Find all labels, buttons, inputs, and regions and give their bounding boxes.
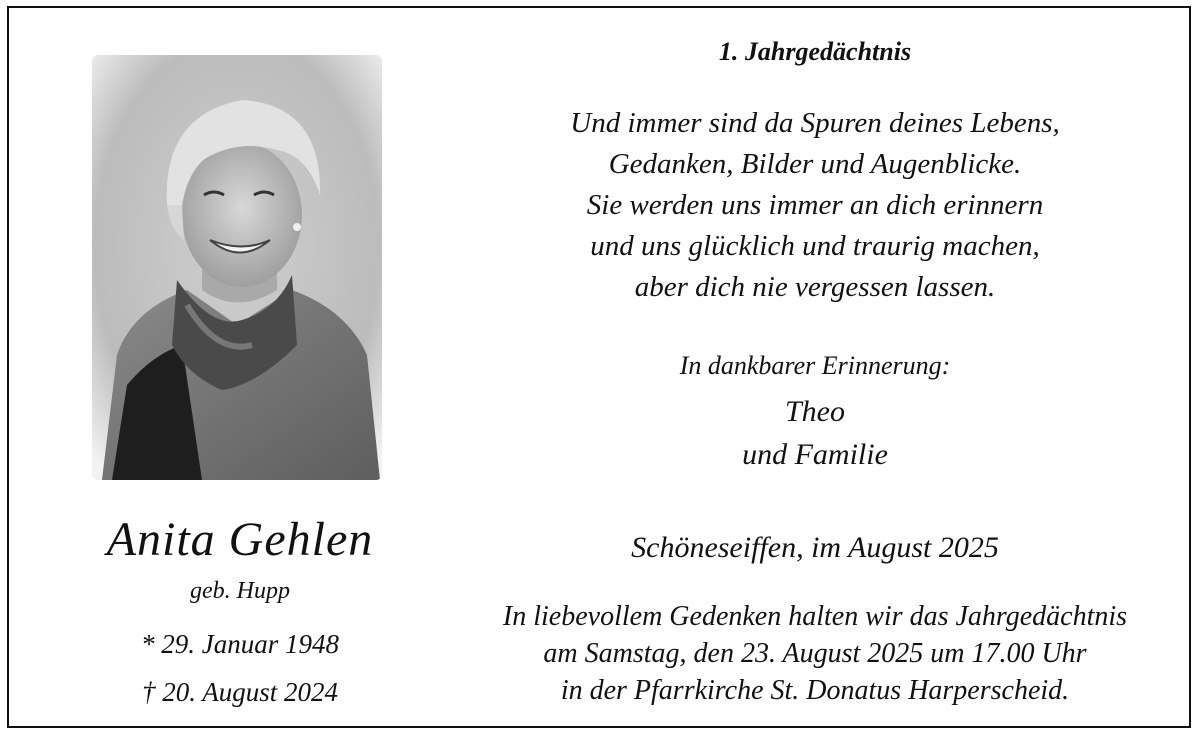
poem-line: Gedanken, Bilder und Augenblicke. (608, 148, 1022, 180)
gratitude-line: In dankbarer Erinnerung: (679, 351, 951, 380)
notice-line: In liebevollem Gedenken halten wir das Jahrgedächtnis (502, 601, 1128, 632)
poem-line: Und immer sind da Spuren deines Lebens, (570, 107, 1060, 139)
service-notice (455, 598, 1175, 709)
birth-date: * 29. Januar 1948 (141, 629, 339, 659)
death-date: † 20. August 2024 (141, 677, 338, 707)
notice-line: in der Pfarrkirche St. Donatus Harperscheid. (560, 675, 1070, 706)
memorial-heading: 1. Jahrgedächtnis (718, 37, 912, 66)
portrait-photo (92, 55, 382, 480)
portrait-illustration (92, 55, 382, 480)
poem-line: Sie werden uns immer an dich erinnern (586, 189, 1044, 221)
signer-name: Theo (785, 395, 845, 428)
signer-family: und Familie (742, 438, 888, 471)
poem-line: und uns glücklich und traurig machen, (590, 230, 1040, 262)
deceased-name: Anita Gehlen (106, 513, 374, 566)
maiden-name: geb. Hupp (190, 578, 290, 604)
notice-line: am Samstag, den 23. August 2025 um 17.00 Uhr (543, 638, 1087, 669)
memorial-poem (455, 103, 1175, 308)
poem-line: aber dich nie vergessen lassen. (634, 271, 996, 303)
place-and-date: Schöneseiffen, im August 2025 (631, 531, 999, 564)
